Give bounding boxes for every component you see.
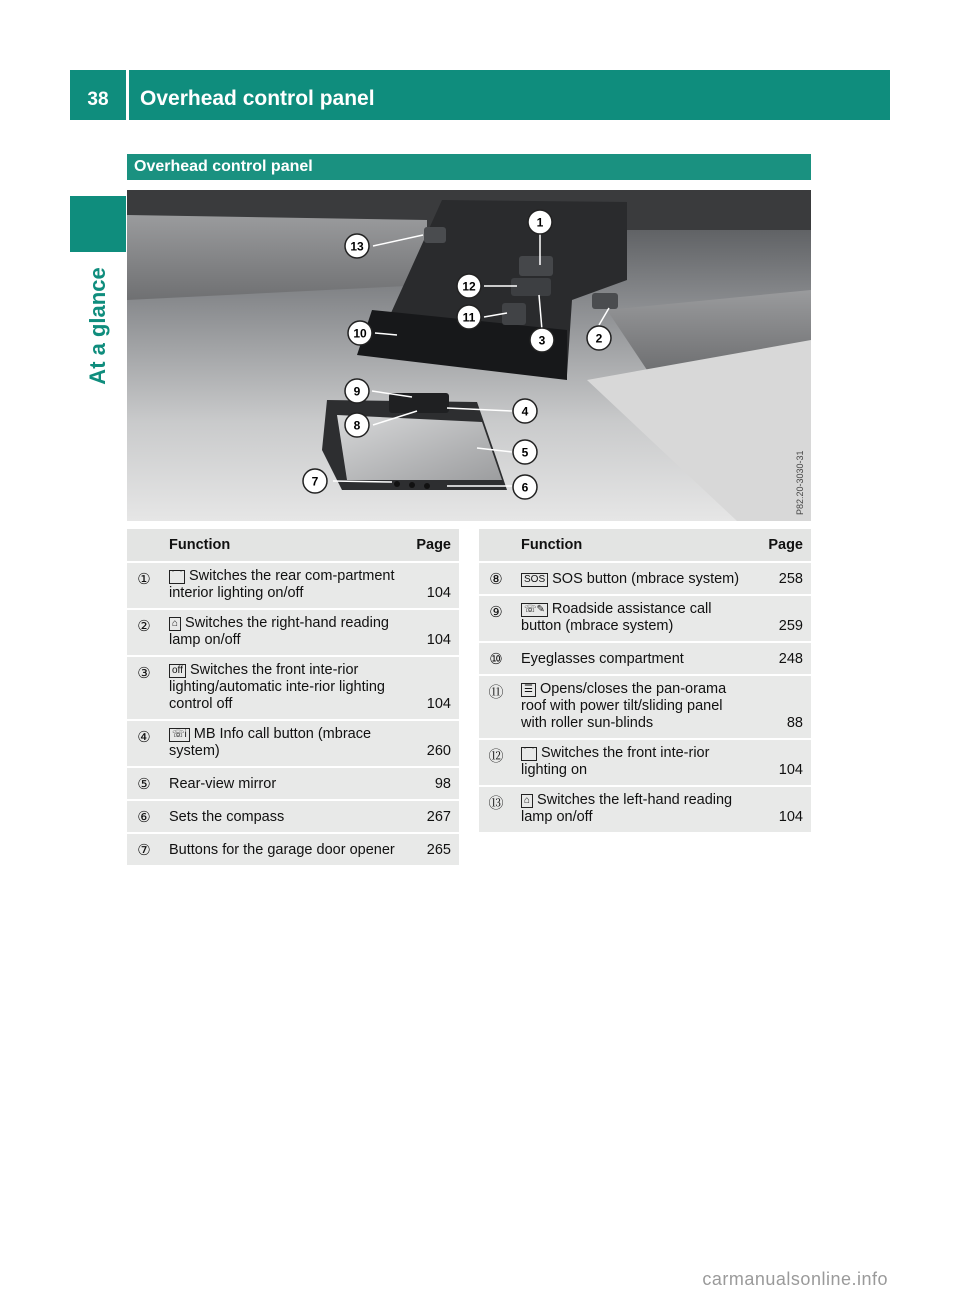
svg-text:3: 3 (538, 333, 546, 348)
function-text: Eyeglasses compartment (521, 651, 684, 667)
header-page: Page (759, 529, 811, 562)
row-number: ③ (127, 656, 161, 720)
row-page: 104 (759, 739, 811, 786)
table-body-right (479, 562, 811, 832)
table-header-row (479, 529, 811, 562)
callout-12 (457, 274, 481, 298)
row-number: ① (127, 562, 161, 609)
table-row (127, 800, 459, 833)
svg-text:6: 6 (521, 480, 529, 495)
svg-text:7: 7 (311, 474, 319, 489)
table-header-row (127, 529, 459, 562)
rear-interior-light-icon: ⌒ (169, 570, 185, 584)
table-row (127, 720, 459, 767)
callout-6 (513, 475, 537, 499)
table-row (127, 656, 459, 720)
header-page: Page (407, 529, 459, 562)
row-page: 260 (407, 720, 459, 767)
function-table-left (127, 529, 459, 865)
svg-text:9: 9 (353, 384, 361, 399)
row-page: 248 (759, 642, 811, 675)
row-function (161, 562, 407, 609)
row-function (513, 675, 759, 739)
page-title: Overhead control panel (140, 87, 375, 110)
function-text: Sets the compass (169, 809, 285, 825)
header-function: Function (161, 529, 407, 562)
row-page: 104 (407, 562, 459, 609)
function-text: Switches the rear com-partment interior lighting on/off (169, 568, 395, 601)
header-num (127, 529, 161, 562)
table-body-left (127, 562, 459, 865)
row-number: ⑦ (127, 833, 161, 865)
callout-7 (303, 469, 327, 493)
front-interior-light-icon: ⌒ (521, 747, 537, 761)
overhead-panel-photo (127, 190, 811, 521)
interior-lighting-off-icon: off (169, 664, 186, 678)
table-row (479, 739, 811, 786)
panorama-roof-icon: ☰ (521, 683, 536, 697)
function-text: Switches the right-hand reading lamp on/off (169, 615, 389, 648)
row-function (161, 833, 407, 865)
svg-text:1: 1 (536, 215, 544, 230)
row-number: ⑨ (479, 595, 513, 642)
row-function (161, 609, 407, 656)
callout-1 (528, 210, 552, 234)
row-function (513, 595, 759, 642)
reading-lamp-icon: ⌂ (169, 617, 181, 631)
row-function (161, 656, 407, 720)
svg-text:13: 13 (350, 239, 364, 254)
callout-3 (530, 328, 554, 352)
function-text: Opens/closes the pan-orama roof with power tilt/sliding panel with roller sun-blinds (521, 681, 727, 731)
side-tab-marker (70, 196, 126, 252)
callout-11 (457, 305, 481, 329)
info-call-icon: ☏i (169, 728, 190, 742)
function-text: MB Info call button (mbrace system) (169, 726, 372, 759)
table-row (479, 562, 811, 595)
row-page: 104 (407, 656, 459, 720)
callout-4 (513, 399, 537, 423)
table-row (479, 642, 811, 675)
row-page: 88 (759, 675, 811, 739)
svg-text:10: 10 (353, 326, 367, 341)
page-number: 38 (87, 89, 109, 110)
row-page: 265 (407, 833, 459, 865)
callout-10 (348, 321, 372, 345)
row-function (513, 642, 759, 675)
function-text: Buttons for the garage door opener (169, 842, 395, 858)
svg-text:5: 5 (521, 445, 529, 460)
watermark: carmanualsonline.info (702, 1269, 888, 1289)
row-page: 259 (759, 595, 811, 642)
svg-text:11: 11 (462, 310, 476, 325)
roadside-assistance-icon: ☏✎ (521, 603, 548, 617)
svg-text:4: 4 (521, 404, 529, 419)
callout-2 (587, 326, 611, 350)
row-number: ④ (127, 720, 161, 767)
row-function (513, 562, 759, 595)
section-title: Overhead control panel (134, 158, 313, 175)
function-text: Switches the left-hand reading lamp on/off (521, 792, 733, 825)
row-function (161, 767, 407, 800)
callout-13 (345, 234, 369, 258)
svg-text:12: 12 (462, 279, 476, 294)
table-row (127, 833, 459, 865)
row-function (513, 739, 759, 786)
row-number: ⑩ (479, 642, 513, 675)
function-text: Switches the front inte-rior lighting on (521, 745, 710, 778)
table-row (127, 562, 459, 609)
row-page: 98 (407, 767, 459, 800)
function-text: Switches the front inte-rior lighting/automatic inte-rior lighting control off (169, 662, 385, 712)
svg-text:2: 2 (595, 331, 603, 346)
table-row (479, 675, 811, 739)
row-page: 267 (407, 800, 459, 833)
row-page: 104 (407, 609, 459, 656)
side-chapter-label: At a glance (85, 267, 110, 385)
table-row (479, 786, 811, 832)
header-num (479, 529, 513, 562)
row-page: 258 (759, 562, 811, 595)
function-text: Roadside assistance call button (mbrace system) (521, 601, 712, 634)
table-row (479, 595, 811, 642)
function-text: Rear-view mirror (169, 776, 277, 792)
row-function (161, 800, 407, 833)
svg-text:8: 8 (353, 418, 361, 433)
row-function (513, 786, 759, 832)
reading-lamp-icon: ⌂ (521, 794, 533, 808)
row-number: ⑥ (127, 800, 161, 833)
callout-9 (345, 379, 369, 403)
callout-8 (345, 413, 369, 437)
header-function: Function (513, 529, 759, 562)
row-number: ⑬ (479, 786, 513, 832)
callout-5 (513, 440, 537, 464)
row-number: ② (127, 609, 161, 656)
row-page: 104 (759, 786, 811, 832)
function-table-right (479, 529, 811, 832)
row-number: ⑧ (479, 562, 513, 595)
header-divider (126, 70, 129, 120)
function-text: SOS button (mbrace system) (552, 571, 740, 587)
row-number: ⑪ (479, 675, 513, 739)
row-number: ⑫ (479, 739, 513, 786)
figure-code: P82.20-3030-31 (795, 450, 805, 515)
table-row (127, 609, 459, 656)
row-function (161, 720, 407, 767)
sos-icon: SOS (521, 573, 548, 587)
row-number: ⑤ (127, 767, 161, 800)
table-row (127, 767, 459, 800)
